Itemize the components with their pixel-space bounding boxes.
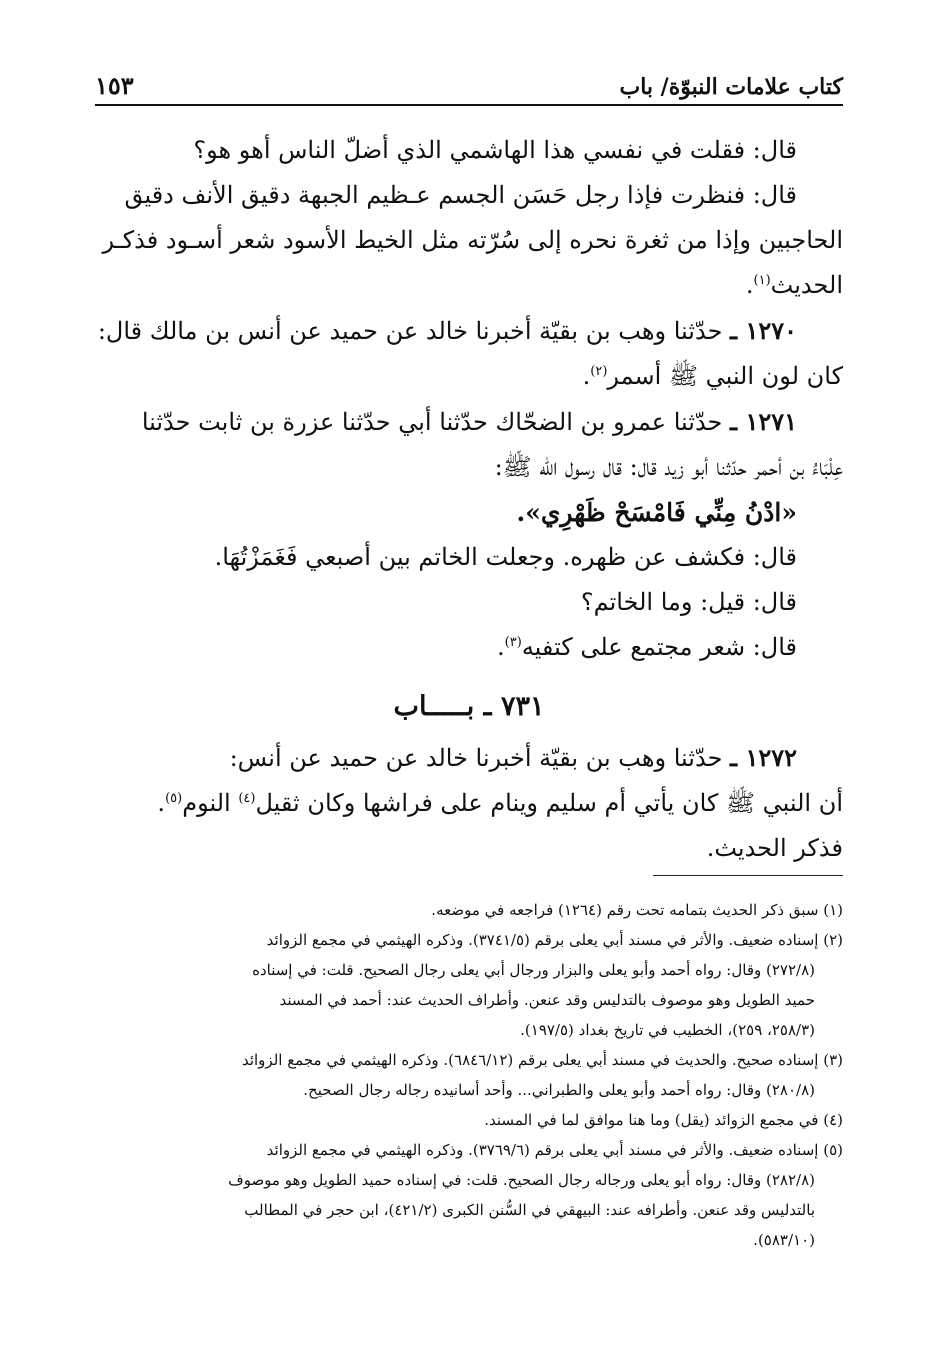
hadith-continuation: قال: فكشف عن ظهره. وجعلت الخاتم بين أصبعي فَغَمَزْتُهَا. [214, 543, 797, 571]
header-title: كتاب علامات النبوّة/ باب [619, 74, 843, 100]
chapter-heading: ٧٣١ ـ بـــــاب [393, 691, 545, 722]
footnote-ref: (٢) [590, 364, 608, 379]
prophet-saying: «ادْنُ مِنِّي فَامْسَحْ ظَهْرِي». [516, 498, 797, 527]
hadith-continuation: كان لون النبي ﷺ أسمر$^{(٢)}$. [582, 362, 843, 390]
paragraph-continuation: الحاجبين وإذا من ثغرة نحره إلى سُرّته مثل الخيط الأسود شعر أسـود فذكـر [102, 226, 843, 254]
footnote-separator [653, 875, 843, 876]
footnote-5: (٥) إسناده ضعيف. والأثر في مسند أبي يعلى برقم (٣٧٦٩/٦). وذكره الهيثمي في مجمع الزوائد (٢٨٢/٨) وقال: رواه أبو يعلى ورجاله رجال الصحيح. قلت: في إسناده حميد الطويل وهو موصوف بالتدليس وقد عنعن. وأطرافه عند: البيهقي في السُّنن الكبرى (٤٢١/٢)، ابن حجر في المطالب (٥٨٣/١٠). [228, 1141, 843, 1249]
page-number: ١٥٣ [95, 71, 134, 100]
main-text [95, 128, 843, 871]
hadith-1270: ١٢٧٠ ـ حدّثنا وهب بن بقيّة أخبرنا خالد عن حميد عن أنس بن مالك قال: [97, 316, 797, 345]
hadith-number: ١٢٧٢ ـ [730, 743, 797, 772]
hadith-1271: ١٢٧١ ـ حدّثنا عمرو بن الضحّاك حدّثنا أبي حدّثنا عزرة بن ثابت حدّثنا [141, 407, 797, 436]
footnote-ref: (١) [753, 273, 771, 288]
running-header [95, 66, 843, 106]
footnote-4: (٤) في مجمع الزوائد (يقل) وما هنا موافق لما في المسند. [484, 1111, 843, 1129]
footnote-ref: (٤) [238, 791, 256, 806]
paragraph: قال: فنظرت فإذا رجل حَسَن الجسم عـظيم الجبهة دقيق الأنف دقيق [124, 181, 797, 209]
hadith-continuation: قال: شعر مجتمع على كتفيه$^{(٣)}$. [497, 633, 797, 661]
footnote-ref: (٥) [165, 791, 183, 806]
footnote-3: (٣) إسناده صحيح. والحديث في مسند أبي يعلى برقم (٦٨٤٦/١٢). وذكره الهيثمي في مجمع الزوائد (٢٨٠/٨) وقال: رواه أحمد وأبو يعلى والطبراني... وأحد أسانيده رجاله رجال الصحيح. [241, 1051, 843, 1099]
hadith-continuation: فذكر الحديث. [706, 834, 843, 862]
hadith-number: ١٢٧٠ ـ [730, 316, 797, 345]
hadith-continuation: أن النبي ﷺ كان يأتي أم سليم وينام على فراشها وكان ثقيل$^{(٤)}$ النوم$^{(٥)}$. [157, 789, 843, 817]
hadith-1272: ١٢٧٢ ـ حدّثنا وهب بن بقيّة أخبرنا خالد عن حميد عن أنس: [229, 743, 797, 772]
hadith-number: ١٢٧١ ـ [730, 407, 797, 436]
footnote-1: (١) سبق ذكر الحديث بتمامه تحت رقم (١٢٦٤) فراجعه في موضعه. [431, 901, 843, 919]
paragraph: قال: فقلت في نفسي هذا الهاشمي الذي أضلّ الناس أهو هو؟ [193, 136, 797, 164]
hadith-continuation: قال: قيل: وما الخاتم؟ [580, 588, 797, 616]
footnotes [90, 895, 843, 1255]
hadith-continuation: عِلْبَاءُ بن أحمر حدّثنا أبو زيد قال: قال رسول الله ﷺ: [494, 453, 843, 481]
paragraph-continuation: الحديث$^{(١)}$. [745, 271, 843, 299]
footnote-ref: (٣) [504, 635, 522, 650]
footnote-2: (٢) إسناده ضعيف. والأثر في مسند أبي يعلى برقم (٣٧٤١/٥). وذكره الهيثمي في مجمع الزوائد (٢٧٢/٨) وقال: رواه أحمد وأبو يعلى والبزار ورجال أبي يعلى رجال الصحيح. قلت: في إسناده حميد الطويل وهو موصوف بالتدليس وقد عنعن. وأطراف الحديث عند: أحمد في المسند (٢٥٨/٣، ٢٥٩)، الخطيب في تاريخ بغداد (١٩٧/٥). [252, 931, 843, 1039]
